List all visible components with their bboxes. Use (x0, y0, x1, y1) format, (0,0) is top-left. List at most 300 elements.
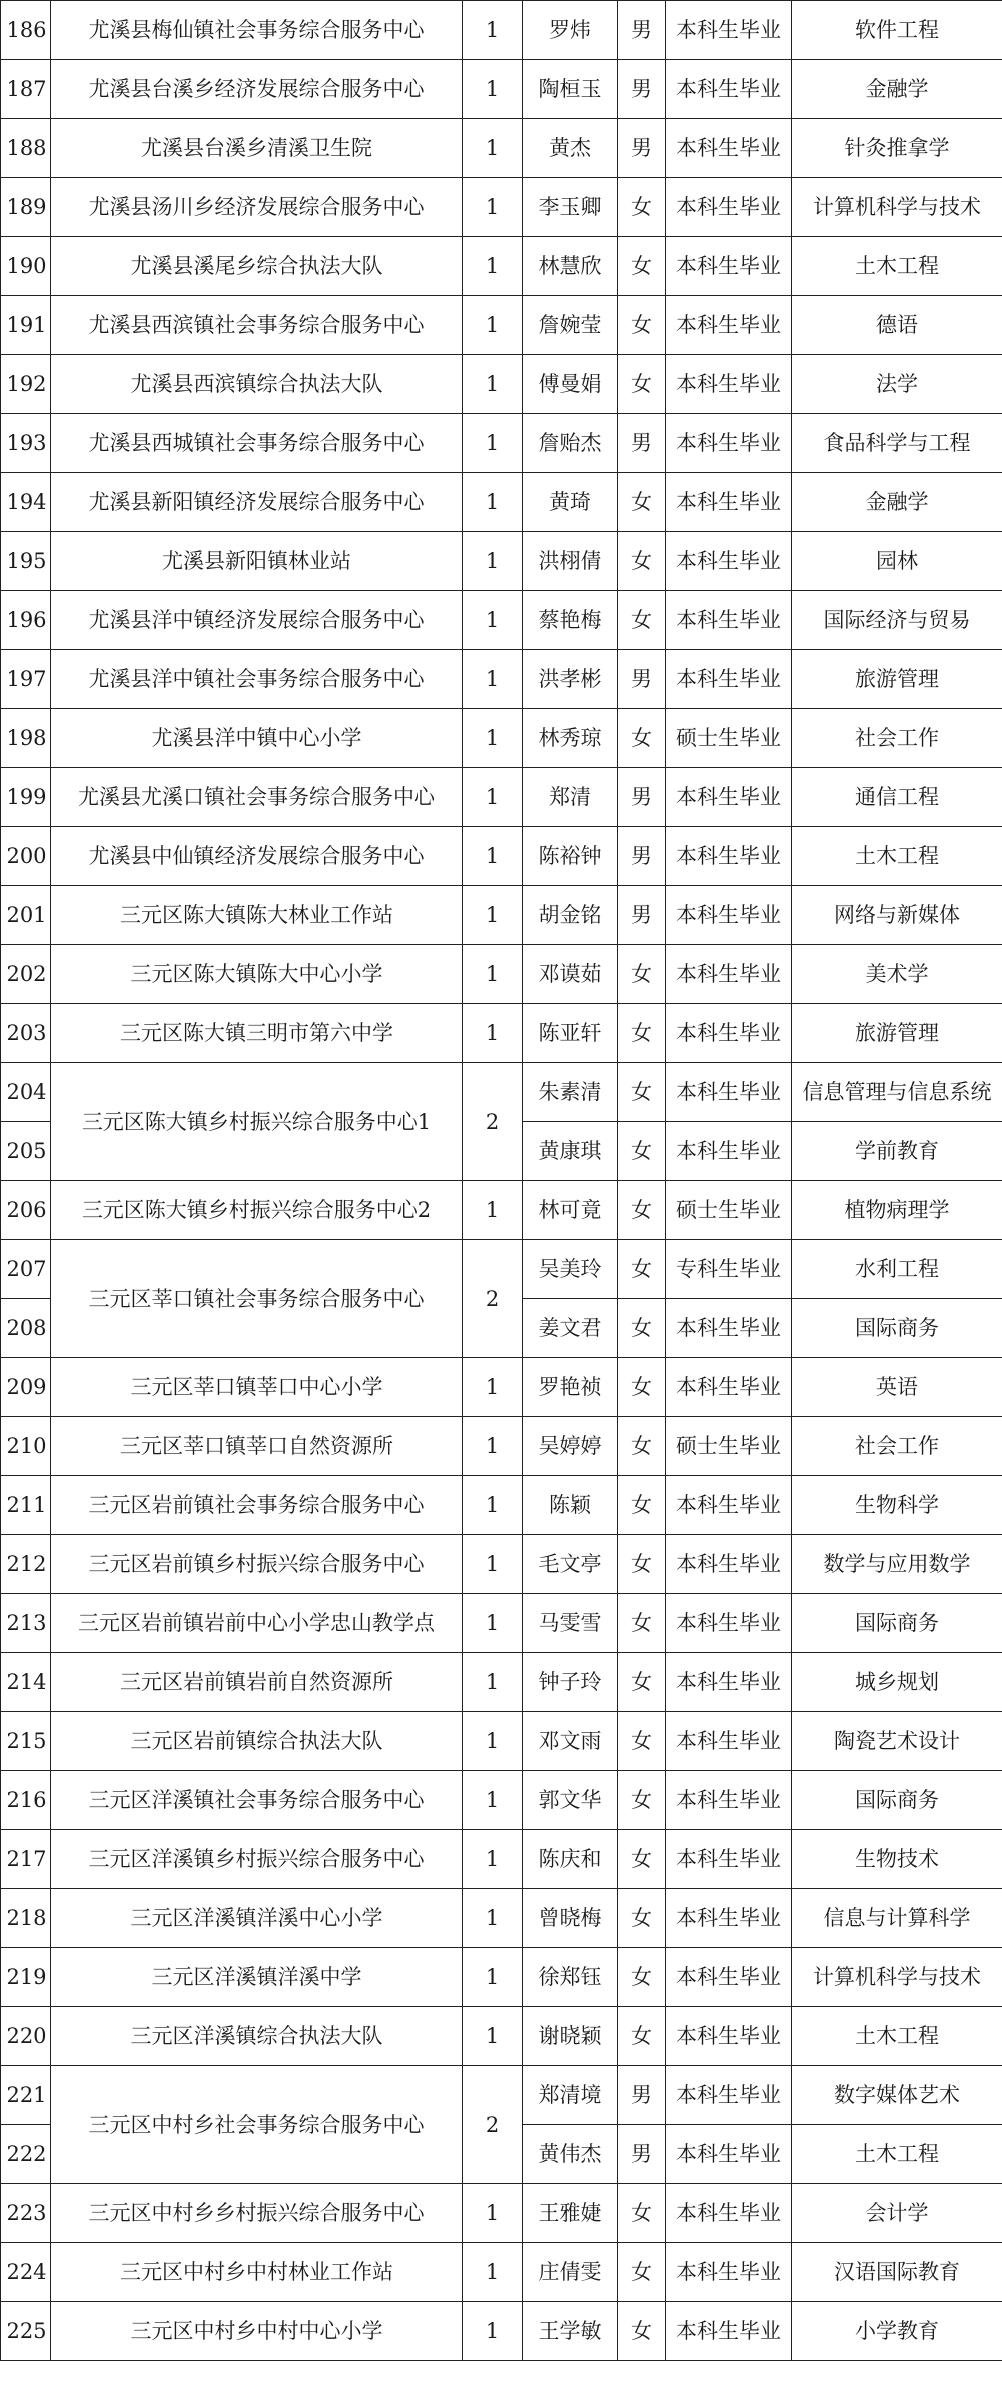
cell-major: 土木工程 (792, 237, 1002, 296)
cell-no: 220 (1, 2007, 51, 2066)
cell-edu: 本科生毕业 (666, 1594, 792, 1653)
cell-count: 1 (463, 1417, 523, 1476)
cell-name: 洪孝彬 (523, 650, 618, 709)
cell-count: 1 (463, 2007, 523, 2066)
cell-count: 1 (463, 296, 523, 355)
cell-gender: 女 (618, 1417, 666, 1476)
cell-major: 汉语国际教育 (792, 2243, 1002, 2302)
cell-no: 193 (1, 414, 51, 473)
cell-count: 1 (463, 768, 523, 827)
cell-count: 1 (463, 945, 523, 1004)
table-row (1, 355, 1002, 414)
cell-count: 1 (463, 1948, 523, 2007)
cell-gender: 女 (618, 1476, 666, 1535)
cell-unit: 三元区洋溪镇洋溪中学 (51, 1948, 463, 2007)
table-row (1, 237, 1002, 296)
cell-name: 郑清境 (523, 2066, 618, 2125)
cell-count: 1 (463, 1181, 523, 1240)
cell-name: 王雅婕 (523, 2184, 618, 2243)
cell-unit: 三元区陈大镇三明市第六中学 (51, 1004, 463, 1063)
table-row (1, 2243, 1002, 2302)
cell-edu: 本科生毕业 (666, 1063, 792, 1122)
cell-gender: 女 (618, 1594, 666, 1653)
cell-name: 毛文亭 (523, 1535, 618, 1594)
cell-edu: 本科生毕业 (666, 1, 792, 60)
cell-gender: 女 (618, 945, 666, 1004)
cell-gender: 女 (618, 2184, 666, 2243)
table-row (1, 1653, 1002, 1712)
cell-name: 陈颖 (523, 1476, 618, 1535)
cell-name: 洪栩倩 (523, 532, 618, 591)
cell-no: 205 (1, 1122, 51, 1181)
cell-edu: 本科生毕业 (666, 827, 792, 886)
cell-count: 2 (463, 1240, 523, 1358)
cell-edu: 本科生毕业 (666, 1535, 792, 1594)
table-row (1, 2007, 1002, 2066)
cell-unit: 三元区中村乡中村林业工作站 (51, 2243, 463, 2302)
cell-count: 1 (463, 2243, 523, 2302)
cell-gender: 女 (618, 1889, 666, 1948)
cell-no: 201 (1, 886, 51, 945)
cell-name: 郑清 (523, 768, 618, 827)
table-body (1, 1, 1002, 2361)
cell-count: 1 (463, 591, 523, 650)
cell-gender: 男 (618, 886, 666, 945)
cell-gender: 男 (618, 2125, 666, 2184)
table-row (1, 414, 1002, 473)
cell-major: 国际商务 (792, 1771, 1002, 1830)
cell-no: 219 (1, 1948, 51, 2007)
cell-unit: 三元区陈大镇乡村振兴综合服务中心2 (51, 1181, 463, 1240)
cell-unit: 尤溪县洋中镇经济发展综合服务中心 (51, 591, 463, 650)
cell-unit: 三元区洋溪镇社会事务综合服务中心 (51, 1771, 463, 1830)
cell-major: 食品科学与工程 (792, 414, 1002, 473)
cell-major: 法学 (792, 355, 1002, 414)
cell-no: 224 (1, 2243, 51, 2302)
cell-edu: 本科生毕业 (666, 650, 792, 709)
cell-name: 詹贻杰 (523, 414, 618, 473)
cell-edu: 专科生毕业 (666, 1240, 792, 1299)
table-row (1, 532, 1002, 591)
cell-unit: 三元区陈大镇陈大林业工作站 (51, 886, 463, 945)
cell-edu: 本科生毕业 (666, 2184, 792, 2243)
cell-count: 1 (463, 1712, 523, 1771)
cell-no: 203 (1, 1004, 51, 1063)
cell-count: 1 (463, 414, 523, 473)
cell-name: 李玉卿 (523, 178, 618, 237)
table-row (1, 945, 1002, 1004)
cell-unit: 三元区莘口镇莘口中心小学 (51, 1358, 463, 1417)
table-row (1, 1771, 1002, 1830)
cell-edu: 本科生毕业 (666, 1299, 792, 1358)
cell-name: 姜文君 (523, 1299, 618, 1358)
cell-gender: 女 (618, 1712, 666, 1771)
cell-name: 庄倩雯 (523, 2243, 618, 2302)
table-row (1, 1889, 1002, 1948)
cell-major: 植物病理学 (792, 1181, 1002, 1240)
cell-gender: 男 (618, 60, 666, 119)
cell-gender: 男 (618, 414, 666, 473)
cell-unit: 尤溪县台溪乡清溪卫生院 (51, 119, 463, 178)
cell-count: 2 (463, 2066, 523, 2184)
cell-count: 1 (463, 827, 523, 886)
cell-name: 罗炜 (523, 1, 618, 60)
cell-gender: 女 (618, 709, 666, 768)
cell-no: 210 (1, 1417, 51, 1476)
cell-gender: 女 (618, 2007, 666, 2066)
cell-unit: 尤溪县台溪乡经济发展综合服务中心 (51, 60, 463, 119)
cell-count: 1 (463, 1594, 523, 1653)
cell-name: 徐郑钰 (523, 1948, 618, 2007)
cell-major: 计算机科学与技术 (792, 1948, 1002, 2007)
cell-gender: 女 (618, 178, 666, 237)
cell-gender: 女 (618, 1063, 666, 1122)
cell-major: 金融学 (792, 473, 1002, 532)
cell-count: 1 (463, 886, 523, 945)
cell-unit: 三元区中村乡社会事务综合服务中心 (51, 2066, 463, 2184)
cell-unit: 尤溪县新阳镇经济发展综合服务中心 (51, 473, 463, 532)
table-row (1, 1004, 1002, 1063)
cell-no: 189 (1, 178, 51, 237)
cell-name: 郭文华 (523, 1771, 618, 1830)
cell-no: 212 (1, 1535, 51, 1594)
cell-name: 王学敏 (523, 2302, 618, 2361)
cell-gender: 女 (618, 1535, 666, 1594)
cell-edu: 本科生毕业 (666, 2243, 792, 2302)
table-row (1, 296, 1002, 355)
cell-gender: 男 (618, 1, 666, 60)
cell-name: 黄琦 (523, 473, 618, 532)
cell-unit: 尤溪县梅仙镇社会事务综合服务中心 (51, 1, 463, 60)
cell-gender: 女 (618, 1830, 666, 1889)
cell-no: 192 (1, 355, 51, 414)
cell-major: 金融学 (792, 60, 1002, 119)
cell-major: 国际经济与贸易 (792, 591, 1002, 650)
cell-name: 傅曼娟 (523, 355, 618, 414)
cell-edu: 本科生毕业 (666, 1830, 792, 1889)
cell-no: 194 (1, 473, 51, 532)
cell-unit: 尤溪县洋中镇社会事务综合服务中心 (51, 650, 463, 709)
cell-unit: 三元区岩前镇岩前自然资源所 (51, 1653, 463, 1712)
cell-major: 会计学 (792, 2184, 1002, 2243)
table-row (1, 1594, 1002, 1653)
cell-name: 曾晓梅 (523, 1889, 618, 1948)
cell-name: 朱素清 (523, 1063, 618, 1122)
cell-gender: 男 (618, 827, 666, 886)
table-row (1, 768, 1002, 827)
cell-major: 陶瓷艺术设计 (792, 1712, 1002, 1771)
cell-major: 土木工程 (792, 2125, 1002, 2184)
cell-no: 196 (1, 591, 51, 650)
cell-major: 生物技术 (792, 1830, 1002, 1889)
table-row (1, 2302, 1002, 2361)
cell-gender: 女 (618, 1653, 666, 1712)
cell-unit: 三元区陈大镇乡村振兴综合服务中心1 (51, 1063, 463, 1181)
cell-unit: 三元区中村乡中村中心小学 (51, 2302, 463, 2361)
cell-gender: 男 (618, 650, 666, 709)
cell-no: 211 (1, 1476, 51, 1535)
cell-major: 信息管理与信息系统 (792, 1063, 1002, 1122)
cell-name: 陈庆和 (523, 1830, 618, 1889)
table-row (1, 1535, 1002, 1594)
cell-gender: 女 (618, 1181, 666, 1240)
cell-edu: 本科生毕业 (666, 119, 792, 178)
cell-unit: 尤溪县中仙镇经济发展综合服务中心 (51, 827, 463, 886)
table-row (1, 591, 1002, 650)
cell-major: 软件工程 (792, 1, 1002, 60)
cell-gender: 女 (618, 591, 666, 650)
cell-major: 土木工程 (792, 827, 1002, 886)
cell-unit: 尤溪县尤溪口镇社会事务综合服务中心 (51, 768, 463, 827)
cell-major: 数学与应用数学 (792, 1535, 1002, 1594)
cell-major: 信息与计算科学 (792, 1889, 1002, 1948)
cell-name: 罗艳祯 (523, 1358, 618, 1417)
cell-edu: 硕士生毕业 (666, 709, 792, 768)
cell-major: 英语 (792, 1358, 1002, 1417)
cell-count: 1 (463, 532, 523, 591)
cell-count: 1 (463, 650, 523, 709)
cell-gender: 女 (618, 532, 666, 591)
cell-unit: 尤溪县西滨镇综合执法大队 (51, 355, 463, 414)
cell-no: 216 (1, 1771, 51, 1830)
cell-gender: 女 (618, 2243, 666, 2302)
table-row (1, 1240, 1002, 1299)
cell-edu: 本科生毕业 (666, 355, 792, 414)
cell-gender: 女 (618, 1240, 666, 1299)
cell-unit: 三元区岩前镇岩前中心小学忠山教学点 (51, 1594, 463, 1653)
cell-count: 1 (463, 119, 523, 178)
cell-major: 城乡规划 (792, 1653, 1002, 1712)
table-row (1, 1476, 1002, 1535)
cell-edu: 本科生毕业 (666, 296, 792, 355)
cell-major: 社会工作 (792, 1417, 1002, 1476)
cell-edu: 本科生毕业 (666, 2125, 792, 2184)
cell-major: 社会工作 (792, 709, 1002, 768)
cell-no: 213 (1, 1594, 51, 1653)
cell-no: 209 (1, 1358, 51, 1417)
cell-major: 国际商务 (792, 1299, 1002, 1358)
cell-no: 222 (1, 2125, 51, 2184)
cell-count: 1 (463, 1771, 523, 1830)
cell-no: 225 (1, 2302, 51, 2361)
cell-major: 国际商务 (792, 1594, 1002, 1653)
cell-gender: 女 (618, 296, 666, 355)
cell-edu: 本科生毕业 (666, 532, 792, 591)
cell-gender: 女 (618, 2302, 666, 2361)
cell-name: 黄杰 (523, 119, 618, 178)
cell-no: 217 (1, 1830, 51, 1889)
cell-no: 188 (1, 119, 51, 178)
cell-count: 1 (463, 237, 523, 296)
cell-unit: 三元区岩前镇综合执法大队 (51, 1712, 463, 1771)
cell-gender: 男 (618, 2066, 666, 2125)
cell-count: 1 (463, 1476, 523, 1535)
cell-unit: 尤溪县西城镇社会事务综合服务中心 (51, 414, 463, 473)
cell-count: 1 (463, 60, 523, 119)
cell-edu: 本科生毕业 (666, 414, 792, 473)
cell-name: 蔡艳梅 (523, 591, 618, 650)
cell-edu: 本科生毕业 (666, 591, 792, 650)
cell-name: 吴婷婷 (523, 1417, 618, 1476)
cell-no: 214 (1, 1653, 51, 1712)
cell-unit: 三元区中村乡乡村振兴综合服务中心 (51, 2184, 463, 2243)
cell-major: 旅游管理 (792, 1004, 1002, 1063)
cell-unit: 三元区岩前镇社会事务综合服务中心 (51, 1476, 463, 1535)
cell-unit: 三元区洋溪镇乡村振兴综合服务中心 (51, 1830, 463, 1889)
cell-unit: 三元区陈大镇陈大中心小学 (51, 945, 463, 1004)
cell-unit: 三元区洋溪镇综合执法大队 (51, 2007, 463, 2066)
cell-unit: 三元区洋溪镇洋溪中心小学 (51, 1889, 463, 1948)
cell-count: 1 (463, 473, 523, 532)
cell-major: 数字媒体艺术 (792, 2066, 1002, 2125)
cell-name: 陈亚轩 (523, 1004, 618, 1063)
cell-major: 美术学 (792, 945, 1002, 1004)
cell-name: 谢晓颖 (523, 2007, 618, 2066)
cell-count: 2 (463, 1063, 523, 1181)
cell-edu: 本科生毕业 (666, 2066, 792, 2125)
cell-no: 206 (1, 1181, 51, 1240)
cell-edu: 本科生毕业 (666, 886, 792, 945)
cell-no: 218 (1, 1889, 51, 1948)
cell-gender: 女 (618, 473, 666, 532)
cell-unit: 三元区莘口镇社会事务综合服务中心 (51, 1240, 463, 1358)
cell-name: 黄伟杰 (523, 2125, 618, 2184)
cell-edu: 本科生毕业 (666, 237, 792, 296)
cell-major: 生物科学 (792, 1476, 1002, 1535)
cell-no: 191 (1, 296, 51, 355)
cell-count: 1 (463, 355, 523, 414)
cell-unit: 尤溪县溪尾乡综合执法大队 (51, 237, 463, 296)
cell-no: 215 (1, 1712, 51, 1771)
cell-major: 园林 (792, 532, 1002, 591)
cell-major: 针灸推拿学 (792, 119, 1002, 178)
table-row (1, 178, 1002, 237)
cell-count: 1 (463, 709, 523, 768)
cell-name: 陶桓玉 (523, 60, 618, 119)
cell-name: 林可竟 (523, 1181, 618, 1240)
cell-edu: 本科生毕业 (666, 1771, 792, 1830)
cell-name: 马雯雪 (523, 1594, 618, 1653)
table-row (1, 1181, 1002, 1240)
cell-no: 223 (1, 2184, 51, 2243)
cell-gender: 女 (618, 237, 666, 296)
cell-major: 通信工程 (792, 768, 1002, 827)
cell-unit: 尤溪县汤川乡经济发展综合服务中心 (51, 178, 463, 237)
cell-unit: 尤溪县洋中镇中心小学 (51, 709, 463, 768)
cell-edu: 本科生毕业 (666, 1712, 792, 1771)
cell-name: 胡金铭 (523, 886, 618, 945)
cell-edu: 硕士生毕业 (666, 1417, 792, 1476)
cell-gender: 男 (618, 768, 666, 827)
cell-count: 1 (463, 1653, 523, 1712)
cell-unit: 尤溪县新阳镇林业站 (51, 532, 463, 591)
cell-edu: 硕士生毕业 (666, 1181, 792, 1240)
cell-name: 林慧欣 (523, 237, 618, 296)
cell-major: 土木工程 (792, 2007, 1002, 2066)
table-row (1, 1830, 1002, 1889)
table-row (1, 1712, 1002, 1771)
cell-gender: 女 (618, 1004, 666, 1063)
table-row (1, 709, 1002, 768)
cell-edu: 本科生毕业 (666, 2302, 792, 2361)
cell-edu: 本科生毕业 (666, 60, 792, 119)
cell-no: 199 (1, 768, 51, 827)
cell-no: 200 (1, 827, 51, 886)
cell-major: 计算机科学与技术 (792, 178, 1002, 237)
table-row (1, 2184, 1002, 2243)
cell-no: 187 (1, 60, 51, 119)
cell-count: 1 (463, 1830, 523, 1889)
cell-edu: 本科生毕业 (666, 1889, 792, 1948)
cell-edu: 本科生毕业 (666, 1948, 792, 2007)
cell-count: 1 (463, 1, 523, 60)
cell-count: 1 (463, 1004, 523, 1063)
cell-edu: 本科生毕业 (666, 178, 792, 237)
cell-no: 208 (1, 1299, 51, 1358)
cell-edu: 本科生毕业 (666, 1653, 792, 1712)
cell-name: 钟子玲 (523, 1653, 618, 1712)
cell-unit: 尤溪县西滨镇社会事务综合服务中心 (51, 296, 463, 355)
cell-name: 邓谟茹 (523, 945, 618, 1004)
table-row (1, 1417, 1002, 1476)
cell-count: 1 (463, 1889, 523, 1948)
table-row (1, 1358, 1002, 1417)
cell-no: 198 (1, 709, 51, 768)
cell-no: 195 (1, 532, 51, 591)
table-row (1, 886, 1002, 945)
cell-unit: 三元区莘口镇莘口自然资源所 (51, 1417, 463, 1476)
cell-major: 水利工程 (792, 1240, 1002, 1299)
table-row (1, 650, 1002, 709)
cell-edu: 本科生毕业 (666, 768, 792, 827)
cell-count: 1 (463, 2302, 523, 2361)
cell-count: 1 (463, 1535, 523, 1594)
table-row (1, 827, 1002, 886)
cell-edu: 本科生毕业 (666, 945, 792, 1004)
table-row (1, 473, 1002, 532)
cell-gender: 女 (618, 1122, 666, 1181)
table-row (1, 1, 1002, 60)
cell-no: 204 (1, 1063, 51, 1122)
cell-name: 林秀琼 (523, 709, 618, 768)
cell-edu: 本科生毕业 (666, 1122, 792, 1181)
cell-major: 学前教育 (792, 1122, 1002, 1181)
cell-edu: 本科生毕业 (666, 2007, 792, 2066)
cell-major: 旅游管理 (792, 650, 1002, 709)
table-row (1, 2066, 1002, 2125)
cell-count: 1 (463, 1358, 523, 1417)
cell-gender: 女 (618, 1358, 666, 1417)
cell-major: 德语 (792, 296, 1002, 355)
cell-unit: 三元区岩前镇乡村振兴综合服务中心 (51, 1535, 463, 1594)
cell-no: 202 (1, 945, 51, 1004)
cell-count: 1 (463, 2184, 523, 2243)
cell-major: 网络与新媒体 (792, 886, 1002, 945)
cell-name: 陈裕钟 (523, 827, 618, 886)
cell-no: 207 (1, 1240, 51, 1299)
cell-count: 1 (463, 178, 523, 237)
cell-edu: 本科生毕业 (666, 473, 792, 532)
table-row (1, 60, 1002, 119)
table-row (1, 1948, 1002, 2007)
cell-gender: 女 (618, 1771, 666, 1830)
cell-no: 221 (1, 2066, 51, 2125)
cell-no: 186 (1, 1, 51, 60)
cell-name: 吴美玲 (523, 1240, 618, 1299)
cell-name: 黄康琪 (523, 1122, 618, 1181)
table-row (1, 1063, 1002, 1122)
cell-edu: 本科生毕业 (666, 1358, 792, 1417)
